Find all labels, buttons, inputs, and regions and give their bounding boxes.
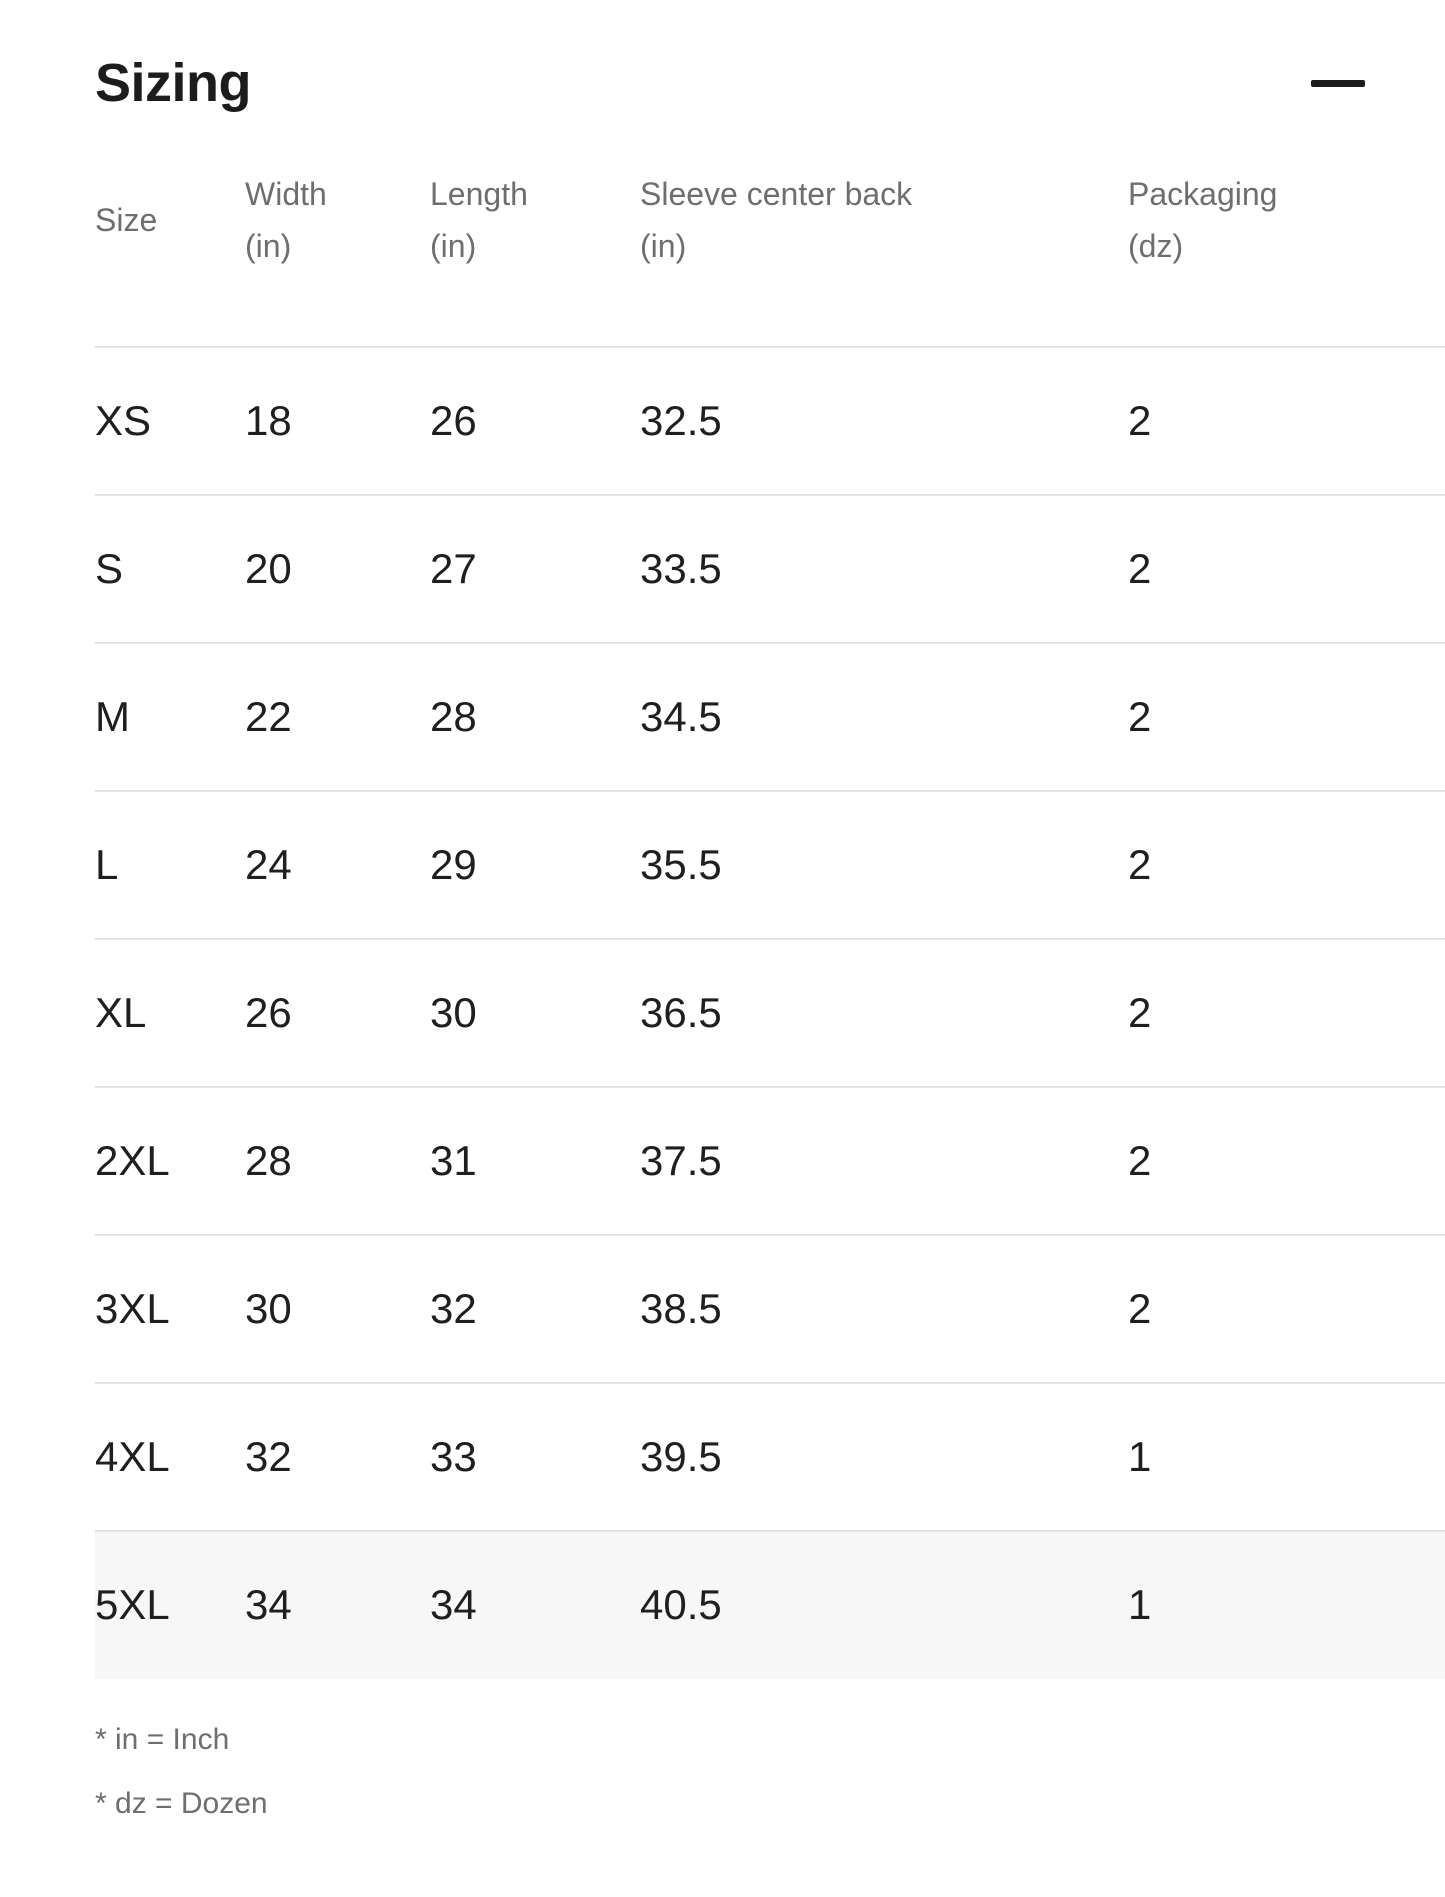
cell-packaging: 1 — [1128, 1581, 1152, 1629]
column-unit: (in) — [640, 227, 687, 264]
table-row-xl — [95, 939, 1445, 1087]
cell-width: 30 — [245, 1284, 292, 1332]
cell-packaging: 2 — [1128, 840, 1152, 888]
cell-size: 5XL — [95, 1581, 170, 1629]
cell-length: 31 — [430, 1136, 477, 1184]
cell-width: 28 — [245, 1136, 292, 1184]
column-header-width — [245, 114, 430, 347]
cell-length: 32 — [430, 1284, 477, 1332]
table-row-s — [95, 495, 1445, 643]
cell-width: 22 — [245, 692, 292, 740]
cell-length: 26 — [430, 396, 477, 444]
cell-size: 2XL — [95, 1136, 170, 1184]
cell-sleeve-center-back: 34.5 — [640, 692, 722, 740]
table-row-4xl — [95, 1383, 1445, 1531]
table-header-row — [95, 114, 1445, 347]
column-header-size — [95, 114, 245, 347]
cell-sleeve-center-back: 33.5 — [640, 544, 722, 592]
cell-size: XL — [95, 988, 147, 1036]
sizing-section-header[interactable] — [95, 52, 1445, 114]
collapse-button[interactable] — [1311, 70, 1365, 97]
table-row-5xl — [95, 1531, 1445, 1679]
table-row-l — [95, 791, 1445, 939]
cell-sleeve-center-back: 38.5 — [640, 1284, 722, 1332]
cell-sleeve-center-back: 35.5 — [640, 840, 722, 888]
footnotes — [95, 1722, 1445, 1820]
table-row-2xl — [95, 1087, 1445, 1235]
cell-packaging: 2 — [1128, 988, 1152, 1036]
cell-width: 32 — [245, 1432, 292, 1480]
cell-length: 33 — [430, 1432, 477, 1480]
column-unit: (in) — [245, 227, 292, 264]
cell-sleeve-center-back: 39.5 — [640, 1432, 722, 1480]
cell-packaging: 2 — [1128, 1136, 1152, 1184]
sizing-table — [95, 114, 1445, 1679]
cell-packaging: 2 — [1128, 692, 1152, 740]
column-unit: (in) — [430, 227, 477, 264]
cell-packaging: 2 — [1128, 396, 1152, 444]
cell-sleeve-center-back: 40.5 — [640, 1581, 722, 1629]
table-row-xs — [95, 347, 1445, 495]
cell-sleeve-center-back: 32.5 — [640, 396, 722, 444]
minus-icon — [1311, 80, 1365, 87]
cell-size: L — [95, 840, 119, 888]
cell-packaging: 1 — [1128, 1432, 1152, 1480]
cell-size: XS — [95, 396, 152, 444]
cell-width: 26 — [245, 988, 292, 1036]
column-header-packaging — [1128, 114, 1445, 347]
column-header-sleeve-center-back — [640, 114, 1128, 347]
cell-width: 24 — [245, 840, 292, 888]
cell-size: S — [95, 544, 124, 592]
cell-sleeve-center-back: 36.5 — [640, 988, 722, 1036]
section-title: Sizing — [95, 53, 251, 113]
table-body — [95, 347, 1445, 1679]
footnote-inch: * in = Inch — [95, 1722, 230, 1756]
column-label: Size — [95, 201, 158, 238]
column-label: Length — [430, 176, 528, 212]
column-label: Sleeve center back — [640, 176, 913, 212]
cell-width: 34 — [245, 1581, 292, 1629]
cell-width: 20 — [245, 544, 292, 592]
cell-size: 4XL — [95, 1432, 170, 1480]
column-unit: (dz) — [1128, 227, 1184, 264]
column-header-length — [430, 114, 640, 347]
cell-sleeve-center-back: 37.5 — [640, 1136, 722, 1184]
column-label: Packaging — [1128, 176, 1278, 212]
cell-length: 28 — [430, 692, 477, 740]
cell-width: 18 — [245, 396, 292, 444]
cell-packaging: 2 — [1128, 1284, 1152, 1332]
footnote-dozen: * dz = Dozen — [95, 1786, 268, 1820]
cell-length: 29 — [430, 840, 477, 888]
table-header — [95, 114, 1445, 347]
cell-length: 30 — [430, 988, 477, 1036]
table-row-m — [95, 643, 1445, 791]
cell-size: 3XL — [95, 1284, 170, 1332]
cell-size: M — [95, 692, 130, 740]
table-row-3xl — [95, 1235, 1445, 1383]
cell-length: 34 — [430, 1581, 477, 1629]
column-label: Width — [245, 176, 327, 212]
cell-length: 27 — [430, 544, 477, 592]
cell-packaging: 2 — [1128, 544, 1152, 592]
